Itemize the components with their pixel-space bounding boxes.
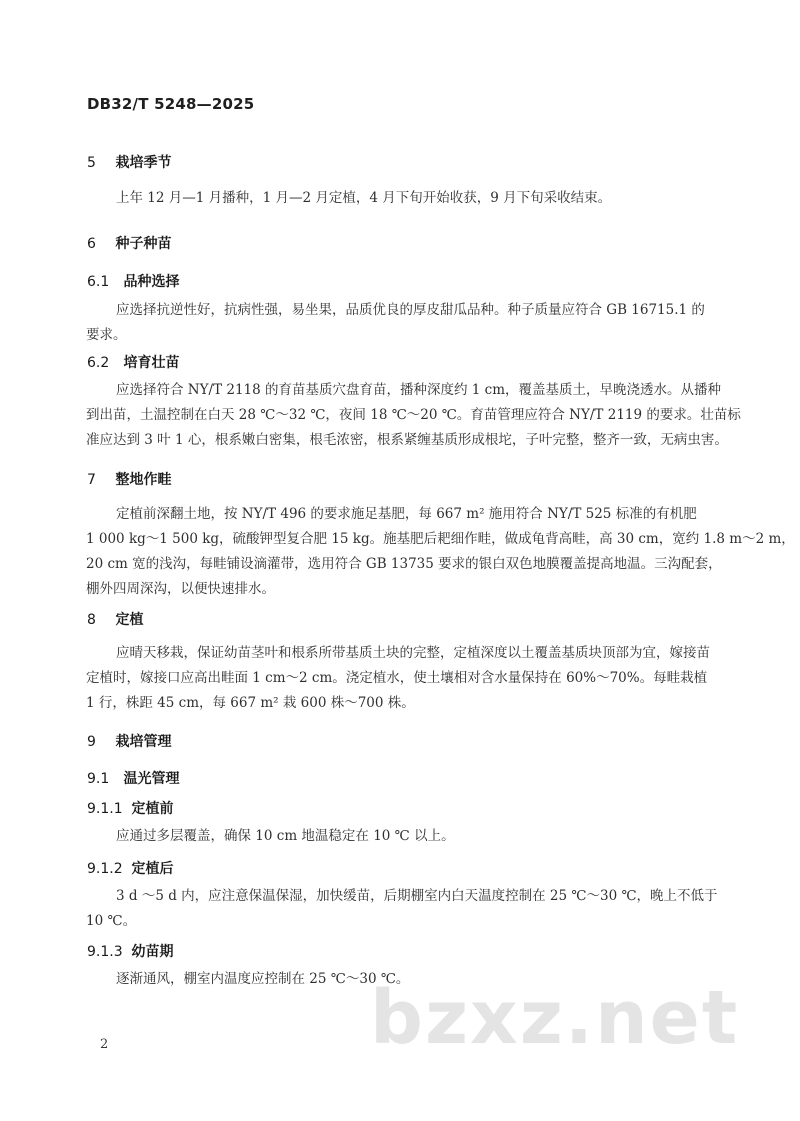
paragraph-transplanting [86,641,718,716]
section-heading-9-1-2 [87,858,173,878]
section-heading-9-1-1 [87,798,173,818]
section-number: 7 [87,472,96,488]
paragraph-line: 要求。 [86,327,127,343]
section-heading-6-2 [87,352,179,372]
section-title: 培育壮苗 [123,355,180,371]
section-heading-9-1 [87,768,179,788]
section-number: 5 [87,155,96,171]
paragraph-line: 10 ℃。 [86,913,137,929]
paragraph-before-transplanting [86,824,718,849]
paragraph-line: 定植时，嫁接口应高出畦面 1 cm～2 cm。浇定植水，使土壤相对含水量保持在 60%～70%。每畦栽植 [86,670,708,686]
paragraph-line: 准应达到 3 叶 1 心，根系嫩白密集，根毛浓密，根系紧缠基质形成根坨，子叶完整，整齐一致，无病虫害。 [86,432,728,448]
page-number: 2 [100,1037,109,1052]
section-number: 6.2 [87,355,110,371]
section-number: 6.1 [87,274,110,290]
section-title: 定植后 [131,861,174,877]
paragraph-line: 应通过多层覆盖，确保 10 cm 地温稳定在 10 ℃ 以上。 [116,828,455,844]
section-title: 种子种苗 [115,236,172,252]
section-heading-7 [87,469,171,489]
paragraph-line: 应晴天移栽，保证幼苗茎叶和根系所带基质土块的完整，定植深度以土覆盖基质块顶部为宜，嫁接苗 [116,645,710,661]
paragraph-variety-selection [86,298,718,348]
section-heading-8 [87,609,143,629]
section-title: 栽培管理 [115,734,172,750]
paragraph-line: 1 000 kg～1 500 kg，硫酸钾型复合肥 15 kg。施基肥后耙细作畦，做成龟背高畦，高 30 cm，宽约 1.8 m～2 m， [86,531,795,547]
paragraph-after-transplanting [86,884,718,934]
section-heading-6-1 [87,271,179,291]
paragraph-line: 20 cm 宽的浅沟，每畦铺设滴灌带，选用符合 GB 13735 要求的银白双色地膜覆盖提高地温。三沟配套， [86,556,722,572]
paragraph-line: 1 行，株距 45 cm，每 667 m² 栽 600 株～700 株。 [86,695,415,711]
section-number: 9.1.3 [87,944,123,960]
paragraph-line: 棚外四周深沟，以便快速排水。 [86,581,275,597]
section-heading-9 [87,731,171,751]
paragraph-line: 应选择抗逆性好，抗病性强，易坐果，品质优良的厚皮甜瓜品种。种子质量应符合 GB 16715.1 的 [116,302,705,318]
section-number: 8 [87,612,96,628]
section-number: 9.1.2 [87,861,123,877]
document-code: DB32/T 5248—2025 [87,95,255,113]
section-heading-9-1-3 [87,941,173,961]
paragraph-cultivation-season [86,186,718,211]
section-title: 品种选择 [123,274,180,290]
paragraph-seedling-stage [86,967,718,992]
watermark-text: bzxz.net [370,975,740,1061]
section-title: 整地作畦 [115,472,172,488]
section-number: 9.1.1 [87,801,123,817]
paragraph-line: 逐渐通风，棚室内温度应控制在 25 ℃～30 ℃。 [116,971,410,987]
paragraph-line: 到出苗，土温控制在白天 28 ℃～32 ℃，夜间 18 ℃～20 ℃。育苗管理应符合 NY/T 2119 的要求。壮苗标 [86,407,741,423]
paragraph-seedling-raising [86,378,741,453]
paragraph-line: 定植前深翻土地，按 NY/T 496 的要求施足基肥，每 667 m² 施用符合 NY/T 525 标准的有机肥 [116,506,697,522]
paragraph-line: 应选择符合 NY/T 2118 的育苗基质穴盘育苗，播种深度约 1 cm，覆盖基质土，早晚浇透水。从播种 [116,382,722,398]
section-title: 幼苗期 [131,944,174,960]
section-title: 定植前 [131,801,174,817]
paragraph-line: 上年 12 月—1 月播种，1 月—2 月定植，4 月下旬开始收获，9 月下旬采收结束。 [116,190,612,206]
section-title: 定植 [115,612,144,628]
paragraph-line: 3 d ～5 d 内，应注意保温保湿，加快缓苗，后期棚室内白天温度控制在 25 ℃～30 ℃，晚上不低于 [116,888,718,904]
section-heading-5 [87,152,171,172]
section-number: 9 [87,734,96,750]
section-number: 9.1 [87,771,110,787]
paragraph-land-preparation [86,502,795,602]
section-number: 6 [87,236,96,252]
section-title: 栽培季节 [115,155,172,171]
section-title: 温光管理 [123,771,180,787]
section-heading-6 [87,233,171,253]
